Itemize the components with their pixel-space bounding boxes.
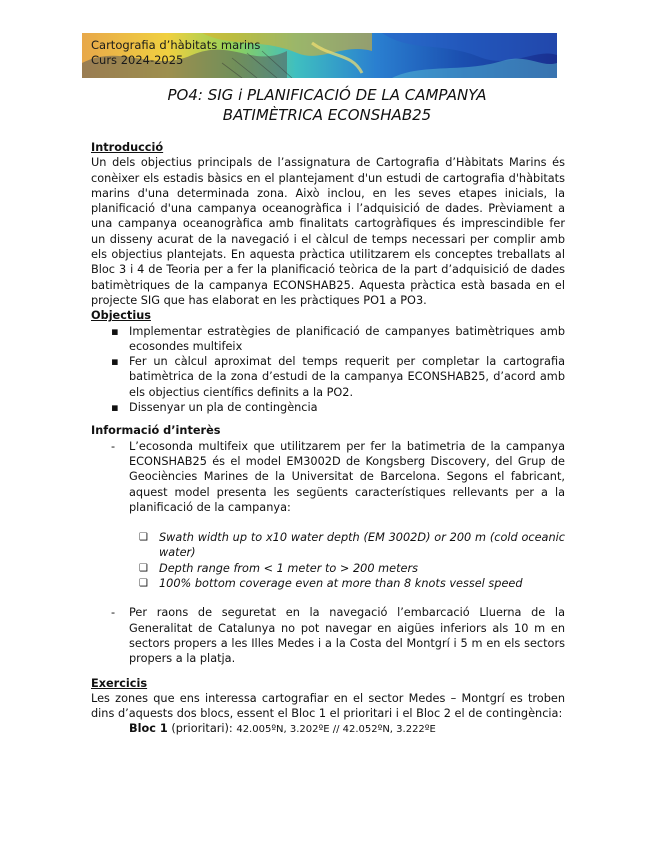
- exercises-heading: Exercicis: [91, 676, 148, 690]
- page-title-line1: PO4: SIG i PLANIFICACIÓ DE LA CAMPANYA: [167, 86, 487, 104]
- objectives-list: [91, 324, 565, 416]
- intro-paragraph: Un dels objectius principals de l’assignatura de Cartografia d’Hàbitats Marins és conèixer els estadis bàsics en el plantejament d'un estudi de cartografia d'hàbitats marins d'una determinada zona. Això inclou, en les seves etapes inicials, la planificació d'una campanya oceanogràfica i l’adquisició de dades. Prèviament a una campanya oceanogràfica amb finalitats cartogràfiques és imprescindible fer un disseny acurat de la navegació i el càlcul de temps necessari per complir amb els objectius plantejats. En aquesta pràctica utilitzarem els conceptes treballats al Bloc 3 i 4 de Teoria per a fer la planificació teòrica de la part d’adquisició de dades batimètriques de la campanya ECONSHAB25. Aquesta pràctica està basada en el projecte SIG que has elaborat en les pràctiques PO1 a PO3.: [91, 156, 565, 307]
- document-body: [91, 140, 565, 738]
- specs-list: [91, 530, 565, 591]
- exercises-paragraph: Les zones que ens interessa cartografiar en el sector Medes – Montgrí es troben dins d’aquests dos blocs, essent el Bloc 1 el prioritari i el Bloc 2 el de contingència:: [91, 691, 565, 721]
- info-item-safety: - Per raons de seguretat en la navegació l’embarcació Lluerna de la Generalitat de Catalunya no pot navegar en aigües inferiors als 10 m en sectors propers a les Illes Medes i a la Costa del Montgrí i 5 m en els sectors propers a la platja.: [111, 606, 565, 666]
- list-item: ❑ Swath width up to x10 water depth (EM 3002D) or 200 m (cold oceanic water): [139, 531, 565, 560]
- info-item-sonar: - L’ecosonda multifeix que utilitzarem per fer la batimetria de la campanya ECONSHAB25 és el model EM3002D de Kongsberg Discovery, del Grup de Geociències Marines de la Universitat de Barcelona. Segons el fabricant, aquest model presenta les següents característiques rellevants per a la planificació de la campanya:: [111, 439, 565, 514]
- list-item: ▪ Implementar estratègies de planificació de campanyes batimètriques amb ecosondes multifeix: [111, 324, 565, 353]
- header-banner: [82, 33, 557, 78]
- bloc1-coords: 42.005ºN, 3.202ºE // 42.052ºN, 3.222ºE: [236, 724, 436, 736]
- course-title: Cartografia d’hàbitats marins: [91, 38, 261, 52]
- objectives-heading: Objectius: [91, 309, 151, 323]
- intro-heading: Introducció: [91, 141, 164, 154]
- bloc1-label: Bloc 1: [129, 722, 168, 736]
- bloc1-note: (prioritari):: [171, 722, 233, 736]
- page-title-line2: BATIMÈTRICA ECONSHAB25: [222, 106, 432, 124]
- list-item: ❑ 100% bottom coverage even at more than 8 knots vessel speed: [139, 577, 523, 591]
- list-item: ▪ Dissenyar un pla de contingència: [111, 401, 318, 415]
- course-year: Curs 2024-2025: [91, 53, 184, 67]
- bloc1-line: [91, 721, 565, 737]
- list-item: ❑ Depth range from < 1 meter to > 200 meters: [139, 561, 418, 575]
- list-item: ▪ Fer un càlcul aproximat del temps requerit per completar la cartografia batimètrica de la zona d’estudi de la campanya ECONSHAB25, d’acord amb els objectius científics definits a la PO2.: [111, 355, 565, 399]
- info-heading: Informació d’interès: [91, 424, 221, 438]
